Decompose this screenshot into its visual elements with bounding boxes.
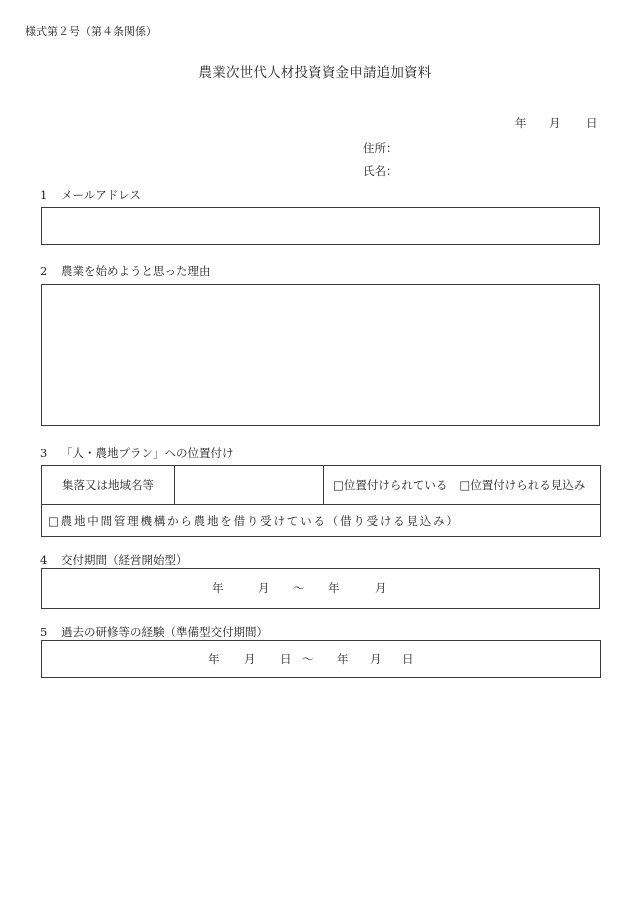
plan-table-row (42, 466, 601, 505)
reason-textarea[interactable] (42, 285, 599, 425)
lease-option-cell (42, 505, 601, 537)
plan-table-row (42, 505, 601, 537)
section-number: 3 (40, 446, 48, 460)
period-end-month-label: 月 (375, 581, 387, 595)
period-end-year-label: 年 (328, 581, 340, 595)
area-label: 集落又は地域名等 (62, 478, 154, 492)
date-month-label: 月 (549, 116, 561, 130)
page-title: 農業次世代人材投資資金申請追加資料 (198, 65, 432, 81)
name-label: 氏名： (363, 164, 398, 178)
section-3-heading (40, 446, 234, 460)
name-input[interactable] (396, 162, 596, 180)
grant-period-field[interactable] (41, 568, 600, 609)
date-day-label: 日 (586, 116, 598, 130)
expected-label: 位置付けられる見込み (470, 478, 586, 492)
lease-checkbox[interactable]: □ (48, 513, 61, 528)
email-input[interactable] (42, 208, 599, 244)
email-box (41, 207, 600, 245)
address-label: 住所： (363, 141, 398, 155)
section-title: 交付期間（経営開始型） (61, 553, 188, 567)
status-options-cell (324, 466, 601, 505)
section-5-heading (40, 625, 268, 639)
submission-date-field[interactable] (505, 113, 605, 133)
training-end-year-label: 年 (337, 652, 349, 666)
training-end-month-label: 月 (370, 652, 382, 666)
section-2-heading (40, 264, 211, 278)
form-number: 様式第２号（第４条関係） (25, 25, 157, 38)
positioned-checkbox[interactable]: □ (333, 478, 344, 492)
section-number: 4 (40, 553, 48, 567)
section-number: 1 (40, 188, 48, 202)
lease-option-label: 農地中間管理機構から農地を借り受けている（借り受ける見込み） (60, 513, 460, 528)
training-start-month-label: 月 (244, 652, 256, 666)
section-number: 5 (40, 625, 48, 639)
positioned-label: 位置付けられている (343, 478, 448, 492)
period-start-month-label: 月 (258, 581, 270, 595)
section-title: 農業を始めようと思った理由 (61, 264, 211, 278)
section-title: 「人・農地プラン」への位置付け (61, 446, 234, 460)
date-year-label: 年 (515, 116, 527, 130)
area-label-cell (42, 466, 175, 505)
training-period-field[interactable] (41, 640, 601, 678)
training-start-year-label: 年 (208, 652, 220, 666)
section-title: メールアドレス (61, 188, 141, 202)
training-range-separator: ～ (302, 652, 314, 666)
section-1-heading (40, 188, 141, 202)
period-range-separator: ～ (293, 581, 305, 595)
training-end-day-label: 日 (402, 652, 414, 666)
period-start-year-label: 年 (212, 581, 224, 595)
area-name-input[interactable] (175, 467, 323, 504)
option-expected (459, 478, 585, 492)
section-number: 2 (40, 264, 48, 278)
address-input[interactable] (396, 139, 596, 157)
reason-box (41, 284, 600, 426)
area-value-cell (175, 466, 324, 505)
option-positioned (333, 478, 447, 492)
training-start-day-label: 日 (280, 652, 292, 666)
plan-table (41, 465, 601, 537)
section-title: 過去の研修等の経験（準備型交付期間） (61, 625, 268, 639)
expected-checkbox[interactable]: □ (459, 478, 471, 492)
section-4-heading (40, 553, 188, 567)
